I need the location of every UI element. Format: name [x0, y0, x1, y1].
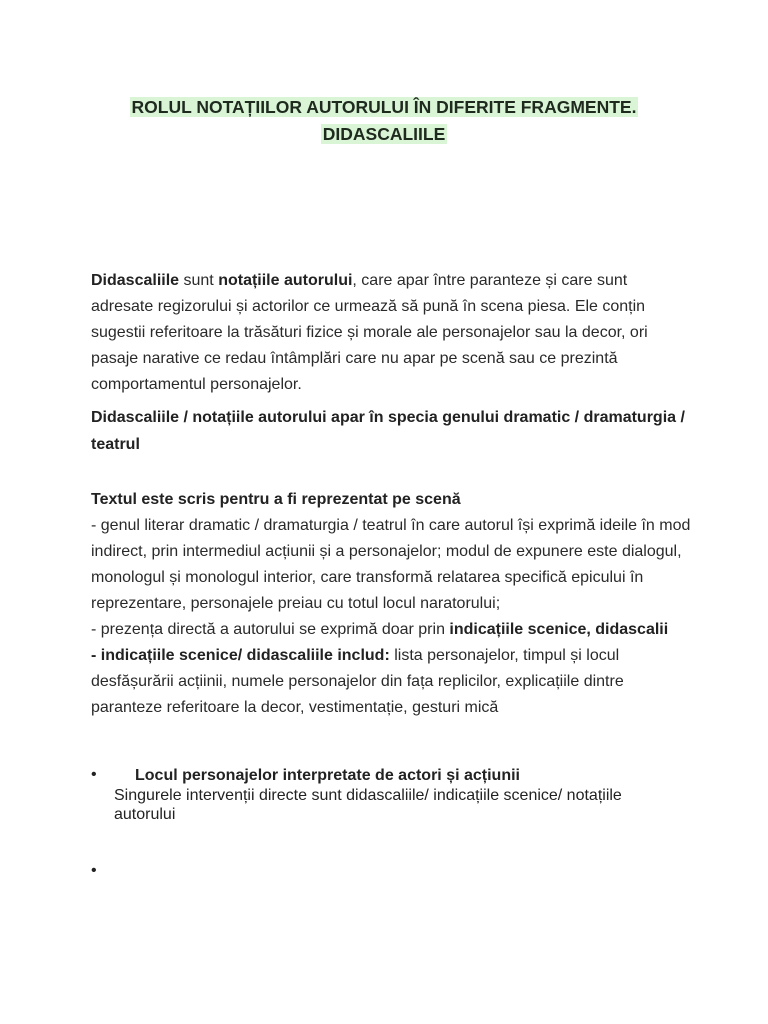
bullet-icon: •: [91, 862, 97, 879]
section-para-2-bold: indicațiile scenice, didascalii: [449, 621, 669, 638]
page-title: [0, 94, 768, 148]
section-para-2-text: - prezența directă a autorului se exprimă doar prin: [91, 621, 450, 638]
intro-text-1: sunt: [179, 272, 219, 289]
intro-paragraph: [91, 268, 691, 398]
bullet-text: Singurele intervenții directe sunt didascaliile/ indicațiile scenice/ notațiile autorului: [114, 787, 622, 823]
section-block: [91, 487, 691, 721]
bullet-heading: Locul personajelor interpretate de actori și acțiunii: [135, 767, 520, 784]
title-line-2: DIDASCALIILE: [322, 124, 446, 144]
bullet-icon: •: [91, 766, 97, 783]
title-line-1: ROLUL NOTAȚIILOR AUTORULUI ÎN DIFERITE FRAGMENTE.: [131, 97, 637, 117]
intro-text-2: , care apar între paranteze și care sunt adresate regizorului și actorilor ce urmează să pună în scena piesa. Ele conțin sugestii referitoare la trăsături fizice și morale ale personajelor sau la decor, ori pasaje narative ce redau întâmplări care nu apar pe scenă sau ce prezintă comportamentul personajelor.: [91, 272, 648, 393]
intro-bold-didascaliile: Didascaliile: [91, 272, 180, 289]
section-para-3-text: lista personajelor, timpul și locul desfășurării acțiinii, numele personajelor din fața replicilor, explicațiile dintre paranteze referitoare la decor, vestimentație, gesturi mică: [91, 647, 624, 716]
intro-bold-notatiile: notațiile autorului: [218, 272, 353, 289]
section-para-3-bold: - indicațiile scenice/ didascaliile includ:: [91, 647, 390, 664]
species-line: Didascaliile / notațiile autorului apar în specia genului dramatic / dramaturgia / teatrul: [91, 409, 685, 453]
section-para-1: - genul literar dramatic / dramaturgia / teatrul în care autorul își exprimă ideile în mod indirect, prin intermediul acțiunii și a personajelor; modul de expunere este dialogul, monologul și monologul interior, care transformă relatarea specifică epicului în reprezentare, personajele preiau cu totul locul naratorului;: [91, 517, 691, 612]
section-heading: Textul este scris pentru a fi reprezentat pe scenă: [91, 491, 461, 508]
list-item: [91, 766, 691, 824]
species-paragraph: [91, 404, 691, 458]
section-para-2: [91, 617, 691, 643]
section-para-3: [91, 643, 691, 721]
